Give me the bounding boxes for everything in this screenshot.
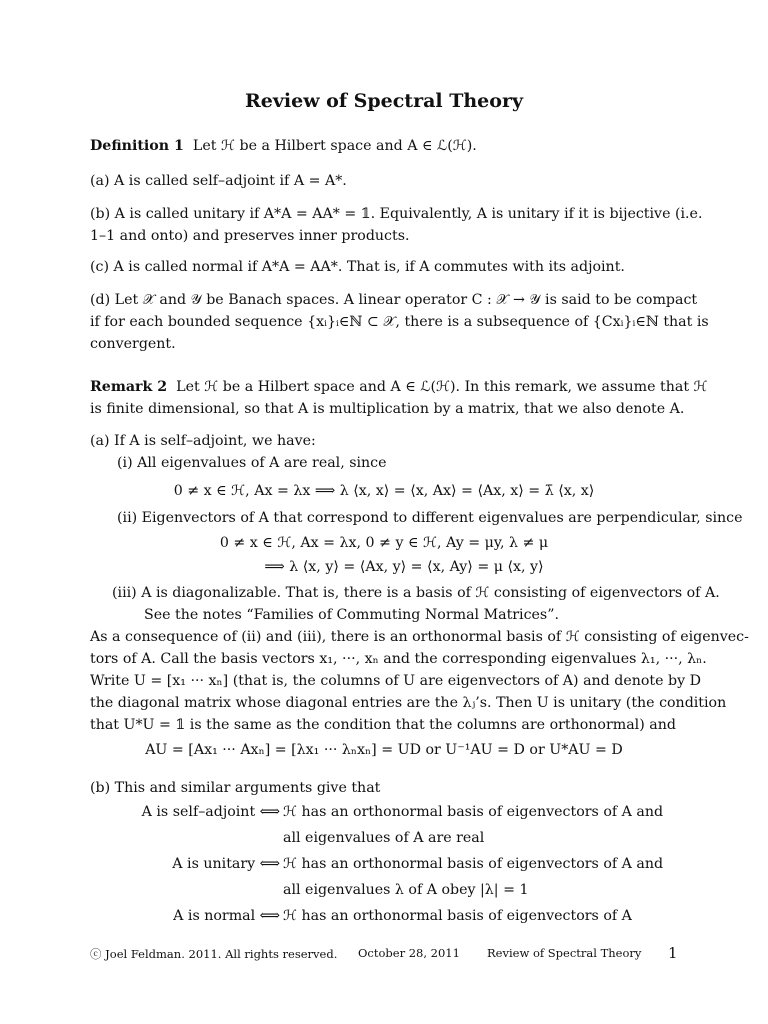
definition-1-intro <box>90 137 690 155</box>
equivalence-2-right: ℋ has an orthonormal basis of eigenvectors of A and <box>283 856 664 872</box>
equation-1: 0 ≠ x ∈ ℋ, Ax = λx ⟹ λ ⟨x, x⟩ = ⟨x, Ax⟩ = ⟨Ax, x⟩ = λ̄ ⟨x, x⟩ <box>173 483 595 499</box>
definition-item-a: (a) A is called self–adjoint if A = A*. <box>90 173 347 189</box>
remark-item-a-head: (a) If A is self–adjoint, we have: <box>90 433 316 449</box>
equivalence-2-right-cont: all eigenvalues λ of A obey |λ| = 1 <box>283 882 529 898</box>
consequence-line4: the diagonal matrix whose diagonal entries are the λⱼ’s. Then U is unitary (the condition <box>90 695 727 711</box>
definition-item-b-line1: (b) A is called unitary if A*A = AA* = 𝟙. Equivalently, A is unitary if it is bijective (i.e. <box>90 206 703 222</box>
definition-item-d-line2: if for each bounded sequence {xᵢ}ᵢ∈ℕ ⊂ 𝒳, there is a subsequence of {Cxᵢ}ᵢ∈ℕ that is <box>90 314 709 330</box>
page-title: Review of Spectral Theory <box>244 90 523 112</box>
consequence-line3: Write U = [x₁ ··· xₙ] (that is, the columns of U are eigenvectors of A) and denote by D <box>90 673 702 689</box>
definition-item-b-line2: 1–1 and onto) and preserves inner products. <box>90 228 410 244</box>
remark-label: Remark 2 <box>90 379 168 395</box>
consequence-line5: that U*U = 𝟙 is the same as the condition that the columns are orthonormal) and <box>90 717 676 733</box>
definition-item-c: (c) A is called normal if A*A = AA*. That is, if A commutes with its adjoint. <box>90 259 625 275</box>
consequence-line1: As a consequence of (ii) and (iii), there is an orthonormal basis of ℋ consisting of eigenvec- <box>90 629 749 645</box>
definition-item-d-line1: (d) Let 𝒳 and 𝒴 be Banach spaces. A linear operator C : 𝒳 → 𝒴 is said to be compact <box>90 292 698 308</box>
remark-2-line2: is finite dimensional, so that A is multiplication by a matrix, that we also denote A. <box>90 401 685 417</box>
footer-copyright: ⓒ Joel Feldman. 2011. All rights reserved. <box>90 947 338 961</box>
equivalence-1-left: A is self–adjoint ⟺ <box>141 804 280 820</box>
definition-intro-text: Let ℋ be a Hilbert space and A ∈ ℒ(ℋ). <box>192 138 477 154</box>
remark-item-a-ii: (ii) Eigenvectors of A that correspond to different eigenvalues are perpendicular, since <box>117 510 743 526</box>
equivalence-2-left: A is unitary ⟺ <box>172 856 280 872</box>
consequence-line2: tors of A. Call the basis vectors x₁, ···, xₙ and the corresponding eigenvalues λ₁, ···, λₙ. <box>90 651 707 667</box>
equivalence-1-right: ℋ has an orthonormal basis of eigenvectors of A and <box>283 804 664 820</box>
equation-2a: 0 ≠ x ∈ ℋ, Ax = λx, 0 ≠ y ∈ ℋ, Ay = μy, λ ≠ μ <box>219 535 549 551</box>
equivalence-3-right: ℋ has an orthonormal basis of eigenvectors of A <box>283 908 632 924</box>
remark-text: Let ℋ be a Hilbert space and A ∈ ℒ(ℋ). In this remark, we assume that ℋ <box>176 379 708 395</box>
remark-item-a-iii-line1: (iii) A is diagonalizable. That is, there is a basis of ℋ consisting of eigenvectors of A. <box>112 585 720 601</box>
footer-doc-title: Review of Spectral Theory <box>487 946 642 960</box>
remark-item-a-iii-line2: See the notes “Families of Commuting Normal Matrices”. <box>144 607 559 623</box>
remark-item-b-head: (b) This and similar arguments give that <box>90 780 381 796</box>
equation-3: AU = [Ax₁ ··· Axₙ] = [λx₁ ··· λₙxₙ] = UD or U⁻¹AU = D or U*AU = D <box>145 742 623 758</box>
equivalence-1-right-cont: all eigenvalues of A are real <box>283 830 485 846</box>
remark-item-a-i: (i) All eigenvalues of A are real, since <box>117 455 387 471</box>
footer-date: October 28, 2011 <box>358 946 460 960</box>
page-number: 1 <box>668 944 678 962</box>
definition-label: Definition 1 <box>90 138 184 154</box>
equivalence-3-left: A is normal ⟺ <box>173 908 280 924</box>
remark-2-line1 <box>90 378 708 396</box>
definition-item-d-line3: convergent. <box>90 336 176 352</box>
equation-2b: ⟹ λ ⟨x, y⟩ = ⟨Ax, y⟩ = ⟨x, Ay⟩ = μ ⟨x, y⟩ <box>264 559 544 575</box>
